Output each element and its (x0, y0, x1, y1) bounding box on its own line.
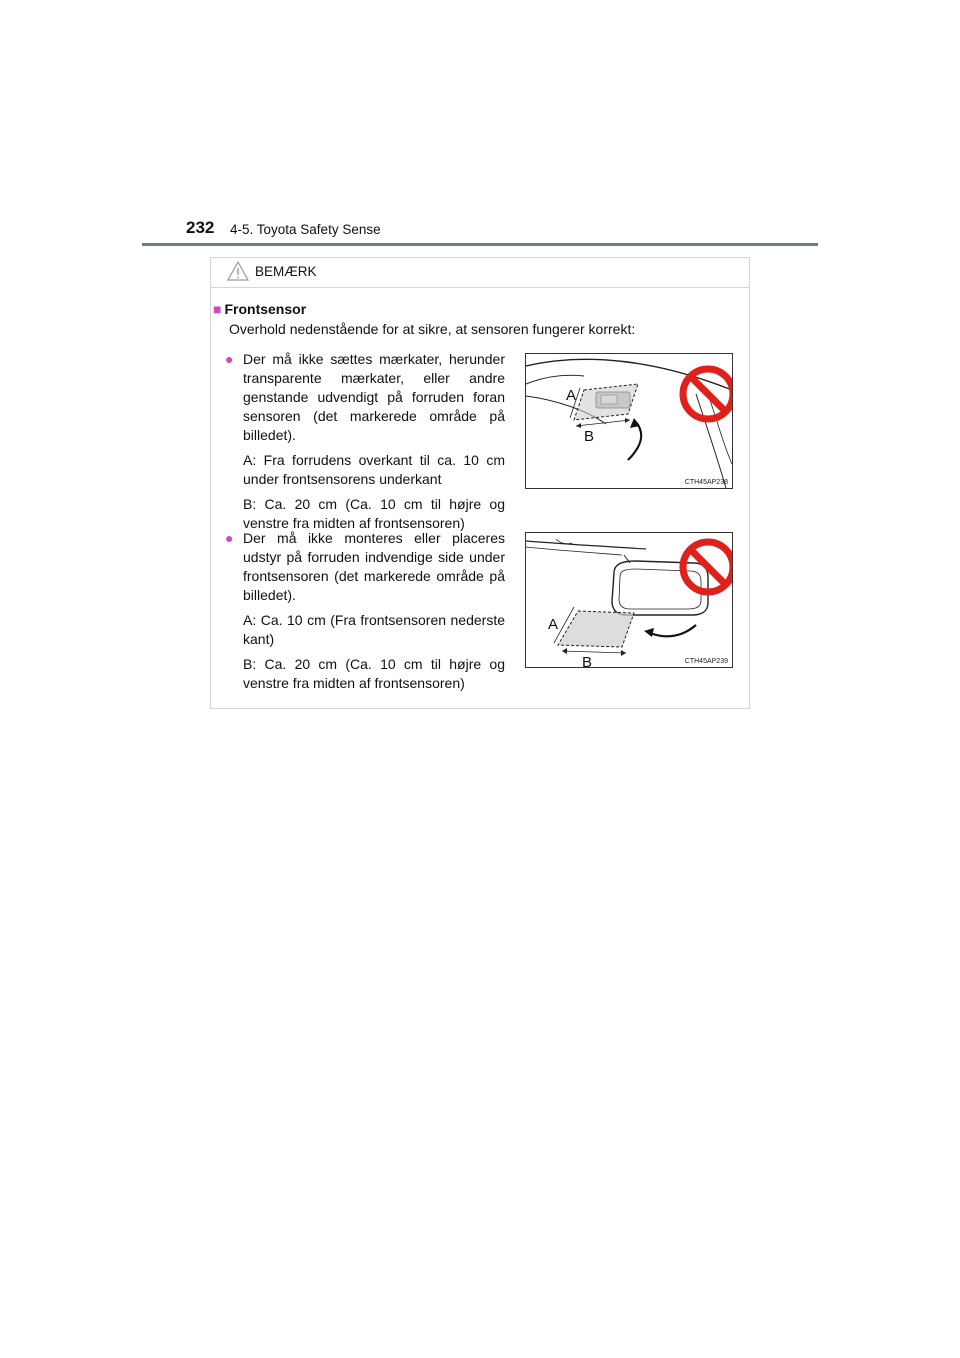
prohibition-icon (683, 369, 732, 419)
figure-code: CTH45AP238 (684, 479, 728, 486)
item-note-b: B: Ca. 20 cm (Ca. 10 cm til højre og venstre fra midten af frontsensoren) (243, 656, 505, 691)
figure-label-a: A (566, 387, 577, 404)
item-text: Der må ikke monteres eller placeres udstyr på forruden indvendige side under frontsensoren (det markerede område på billedet). (243, 530, 505, 603)
topic-intro: Overhold nedenstående for at sikre, at sensoren fungerer korrekt: (229, 321, 636, 337)
notice-box (210, 257, 750, 709)
item-note-a: A: Fra forrudens overkant til ca. 10 cm under frontsensorens underkant (243, 452, 505, 487)
list-item (225, 350, 505, 539)
topic-title: Frontsensor (224, 301, 307, 317)
topic-heading (213, 301, 306, 317)
windshield-interior-illustration (526, 533, 732, 667)
circle-bullet-icon: ● (225, 351, 234, 367)
list-item (225, 529, 505, 699)
header-rule (142, 243, 818, 246)
windshield-exterior-illustration (526, 354, 732, 488)
windshield-interior-figure (525, 532, 733, 668)
figure-code: CTH45AP239 (684, 658, 728, 665)
item-note-a: A: Ca. 10 cm (Fra frontsensoren nederste kant) (243, 612, 505, 647)
section-title: 4-5. Toyota Safety Sense (230, 222, 381, 237)
notice-label: BEMÆRK (255, 264, 317, 279)
item-note-b: B: Ca. 20 cm (Ca. 10 cm til højre og venstre fra midten af frontsensoren) (243, 496, 505, 531)
windshield-exterior-figure (525, 353, 733, 489)
notice-header (211, 258, 749, 288)
figure-label-b: B (582, 654, 593, 667)
figure-label-b: B (584, 428, 595, 445)
warning-triangle-icon (226, 260, 250, 282)
square-bullet-icon: ■ (213, 301, 222, 317)
item-text: Der må ikke sættes mærkater, herunder transparente mærkater, eller andre genstande udvendigt på forruden foran sensoren (det markerede område på billedet). (243, 351, 505, 443)
page-number: 232 (186, 218, 215, 237)
figure-label-a: A (548, 616, 559, 633)
circle-bullet-icon: ● (225, 530, 234, 546)
